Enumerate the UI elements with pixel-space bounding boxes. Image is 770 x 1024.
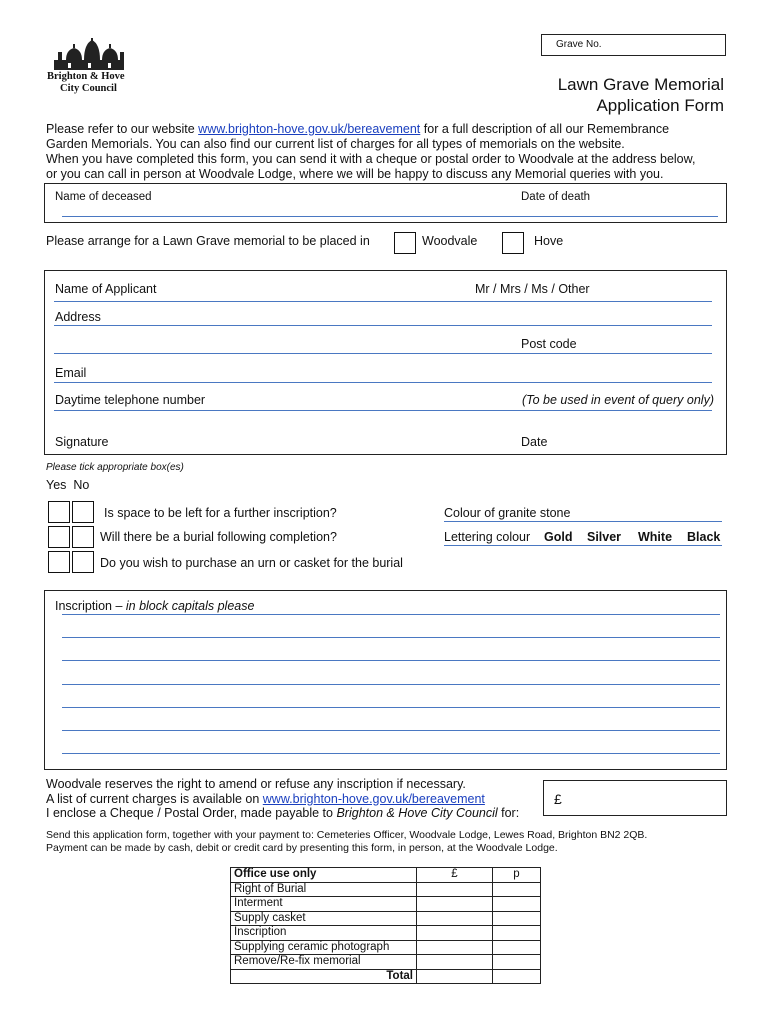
q3-no-checkbox[interactable] [72, 551, 94, 573]
applicant-name-line[interactable] [54, 301, 712, 302]
total-pence-cell[interactable] [493, 969, 541, 984]
office-row-label: Supply casket [231, 911, 417, 926]
form-title [558, 74, 724, 116]
council-logo [44, 38, 140, 94]
send-instructions: Send this application form, together with your payment to: Cemeteries Officer, Woodvale Lodge, Lewes Road, Brighton BN2 2QB. Payment can be made by cash, debit or credit card by presenting this form, in person, at the Woodvale Lodge. [46, 829, 648, 854]
inscription-line-1[interactable] [62, 614, 720, 615]
office-cell[interactable] [417, 897, 493, 912]
q2-no-checkbox[interactable] [72, 526, 94, 548]
form-title-line1: Lawn Grave Memorial [557, 75, 724, 94]
signature-label: Signature [55, 435, 109, 449]
pavilion-logo-icon [44, 38, 140, 72]
address-label: Address [55, 310, 101, 324]
q1-yes-checkbox[interactable] [48, 501, 70, 523]
charges-link[interactable]: www.brighton-hove.gov.uk/bereavement [262, 791, 485, 806]
office-cell[interactable] [417, 940, 493, 955]
table-row [231, 882, 541, 897]
hove-label: Hove [534, 234, 564, 248]
phone-line[interactable] [54, 410, 712, 411]
amend-notice: Woodvale reserves the right to amend or refuse any inscription if necessary. [46, 777, 466, 791]
intro-text: Please refer to our website www.brighton-hove.gov.uk/bereavement for a full description of all our Remembrance Garden Memorials. You can also find our current list of charges for all types of memorials on the website. When you have completed this form, you can send it with a cheque or postal order to Woodvale at the address below, or you can call in person at Woodvale Lodge, where we will be happy to discuss any Memorial queries with you. [46, 122, 696, 181]
inscription-line-6[interactable] [62, 730, 720, 731]
inscription-label: Inscription – in block capitals please [55, 599, 255, 613]
signature-date-label: Date [521, 435, 548, 449]
q1-no-checkbox[interactable] [72, 501, 94, 523]
payment-amount-box[interactable] [543, 780, 727, 816]
table-row [231, 897, 541, 912]
granite-colour-label: Colour of granite stone [444, 506, 571, 520]
deceased-input-line[interactable] [62, 216, 718, 217]
office-row-label: Supplying ceramic photograph [231, 940, 417, 955]
lettering-colour-label: Lettering colour [444, 530, 531, 544]
office-cell[interactable] [493, 897, 541, 912]
tick-instruction: Please tick appropriate box(es) [46, 462, 184, 473]
deceased-name-label: Name of deceased [55, 191, 152, 203]
q2-label: Will there be a burial following completion? [100, 530, 337, 544]
office-cell[interactable] [493, 926, 541, 941]
placement-question: Please arrange for a Lawn Grave memorial to be placed in [46, 234, 370, 248]
applicant-title-label: Mr / Mrs / Ms / Other [475, 282, 590, 296]
total-label: Total [231, 969, 417, 984]
colour-option-white[interactable]: White [638, 530, 673, 544]
postcode-label: Post code [521, 337, 577, 351]
deceased-section [44, 183, 727, 223]
table-row [231, 969, 541, 984]
grave-no-label: Grave No. [556, 39, 602, 50]
website-link[interactable]: www.brighton-hove.gov.uk/bereavement [198, 122, 421, 136]
date-of-death-label: Date of death [521, 191, 591, 203]
q3-yes-checkbox[interactable] [48, 551, 70, 573]
yes-no-header: Yes No [46, 478, 90, 492]
inscription-section [44, 590, 727, 770]
email-line[interactable] [54, 382, 712, 383]
table-row [231, 955, 541, 970]
q1-label: Is space to be left for a further inscription? [104, 506, 337, 520]
office-cell[interactable] [417, 882, 493, 897]
table-row [231, 940, 541, 955]
council-name-line2: City Council [60, 83, 117, 94]
office-row-label: Interment [231, 897, 417, 912]
colour-option-silver[interactable]: Silver [587, 530, 622, 544]
table-row [231, 926, 541, 941]
office-cell[interactable] [493, 940, 541, 955]
office-cell[interactable] [493, 882, 541, 897]
pence-column-header: p [493, 868, 541, 883]
office-cell[interactable] [417, 926, 493, 941]
address-line-2[interactable] [54, 353, 712, 354]
inscription-line-2[interactable] [62, 637, 720, 638]
total-pounds-cell[interactable] [417, 969, 493, 984]
woodvale-checkbox[interactable] [394, 232, 416, 254]
office-cell[interactable] [417, 911, 493, 926]
office-cell[interactable] [493, 911, 541, 926]
office-cell[interactable] [417, 955, 493, 970]
inscription-line-5[interactable] [62, 707, 720, 708]
q2-yes-checkbox[interactable] [48, 526, 70, 548]
office-row-label: Inscription [231, 926, 417, 941]
phone-note: (To be used in event of query only) [521, 393, 714, 407]
granite-colour-line[interactable] [444, 521, 722, 522]
office-use-table [230, 867, 541, 984]
office-row-label: Right of Burial [231, 882, 417, 897]
inscription-line-3[interactable] [62, 660, 720, 661]
table-row [231, 911, 541, 926]
woodvale-label: Woodvale [422, 234, 478, 248]
pound-sign: £ [554, 791, 562, 807]
address-line-1[interactable] [54, 325, 712, 326]
office-use-header: Office use only [231, 868, 417, 883]
colour-option-black[interactable]: Black [687, 530, 721, 544]
q3-label: Do you wish to purchase an urn or casket for the burial [100, 556, 403, 570]
office-row-label: Remove/Re-fix memorial [231, 955, 417, 970]
hove-checkbox[interactable] [502, 232, 524, 254]
phone-label: Daytime telephone number [55, 393, 206, 407]
applicant-section [44, 270, 727, 455]
inscription-line-7[interactable] [62, 753, 720, 754]
inscription-line-4[interactable] [62, 684, 720, 685]
table-row [231, 868, 541, 883]
council-name-line1: Brighton & Hove [47, 71, 125, 82]
pounds-column-header: £ [417, 868, 493, 883]
colour-option-gold[interactable]: Gold [544, 530, 573, 544]
applicant-name-label: Name of Applicant [55, 282, 157, 296]
email-label: Email [55, 366, 87, 380]
office-cell[interactable] [493, 955, 541, 970]
footer-notes: Woodvale reserves the right to amend or refuse any inscription if necessary. A list of current charges is available on www.brighton-hove.gov.uk/bereavement I enclose a Cheque / Postal Order, made payable to Brighton & Hove City Council for: [46, 777, 520, 820]
form-title-line2: Application Form [596, 96, 724, 115]
grave-no-box[interactable] [541, 34, 726, 56]
lettering-colour-line [444, 545, 722, 546]
